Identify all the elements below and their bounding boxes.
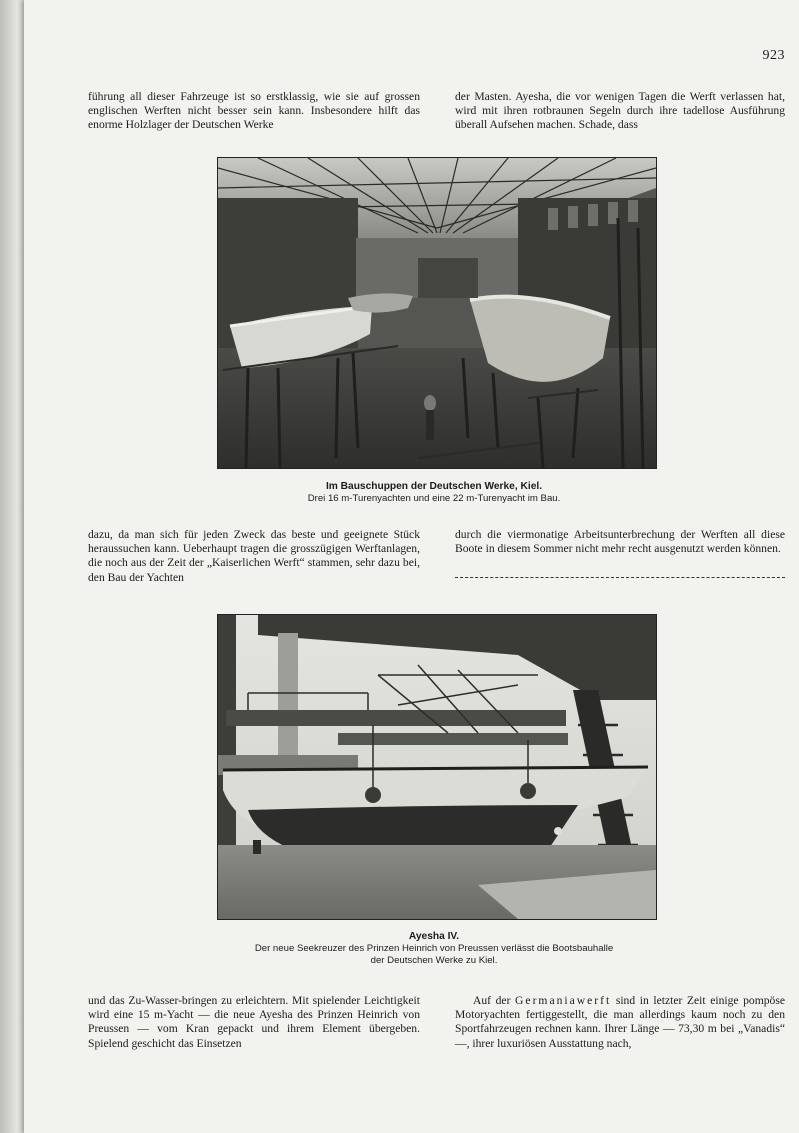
figure2-caption-title: Ayesha IV. bbox=[408, 931, 460, 942]
figure1-caption bbox=[204, 481, 664, 505]
magazine-page bbox=[24, 0, 799, 1133]
paragraph: und das Zu-Wasser-bringen zu erleichtern. Mit spielender Leichtigkeit wird eine 15 m-Yacht — die neue Ayesha des Prinzen Heinrich von Preussen — vom Kran gepackt und ihrem Element übergeben. Spielend geschicht das Einsetzen bbox=[88, 994, 420, 1050]
section-divider-dashes bbox=[455, 573, 785, 578]
top-right-text-column bbox=[455, 90, 785, 133]
photo-boat-shed bbox=[217, 157, 657, 469]
middle-right-text-column bbox=[455, 528, 785, 556]
spaced-shipyard-name: Germaniawerft bbox=[515, 994, 612, 1007]
figure1-caption-title: Im Bauschuppen der Deutschen Werke, Kiel. bbox=[325, 481, 543, 492]
paragraph bbox=[455, 994, 785, 1051]
middle-left-text-column bbox=[88, 528, 420, 585]
paragraph-lead: Auf der bbox=[473, 994, 516, 1007]
photo-ayesha-crane bbox=[217, 614, 657, 920]
figure2-caption-line1: Der neue Seekreuzer des Prinzen Heinrich von Preussen verlässt die Bootsbauhalle bbox=[254, 943, 614, 954]
paragraph-rest: sind in letzter Zeit einige pompöse Motoryachten fertiggestellt, die man allerdings kaum noch zu den Sportfahrzeugen rechnen kann. Ihrer Länge — 73,30 m bei „Vanadis“ —, ihrer luxuriösen Ausstattung nach, bbox=[455, 994, 785, 1050]
figure2-caption-line2: der Deutschen Werke zu Kiel. bbox=[370, 955, 498, 966]
paragraph: der Masten. Ayesha, die vor wenigen Tagen die Werft verlassen hat, wird mit ihren rotbraunen Segeln durch ihre tadellose Ausführung überall Aufsehen machen. Schade, dass bbox=[455, 90, 785, 132]
boat-shed-photo-image bbox=[218, 158, 656, 468]
figure2-caption bbox=[204, 931, 664, 967]
book-binding-edge bbox=[0, 0, 24, 1133]
paragraph: dazu, da man sich für jeden Zweck das beste und geeignete Stück heraussuchen kann. Ueberhaupt tragen die grosszügigen Werftanlagen, die noch aus der Zeit der „Kaiserlichen Werft“ stammen, sehr dazu bei, den Bau der Yachten bbox=[88, 528, 420, 584]
page-number: 923 bbox=[762, 48, 785, 63]
paragraph: durch die viermonatige Arbeitsunterbrechung der Werften all diese Boote in diesem Sommer nicht mehr recht ausgenutzt werden können. bbox=[455, 528, 785, 556]
figure1-caption-subtitle: Drei 16 m-Turenyachten und eine 22 m-Turenyacht im Bau. bbox=[307, 493, 561, 504]
top-left-text-column bbox=[88, 90, 420, 133]
bottom-right-text-column bbox=[455, 994, 785, 1051]
paragraph: führung all dieser Fahrzeuge ist so erstklassig, wie sie auf grossen englischen Werften nicht besser sein kann. Insbesondere hilft das enorme Holzlager der Deutschen Werke bbox=[88, 90, 420, 132]
ayesha-crane-photo-image bbox=[218, 615, 656, 919]
bottom-left-text-column bbox=[88, 994, 420, 1051]
